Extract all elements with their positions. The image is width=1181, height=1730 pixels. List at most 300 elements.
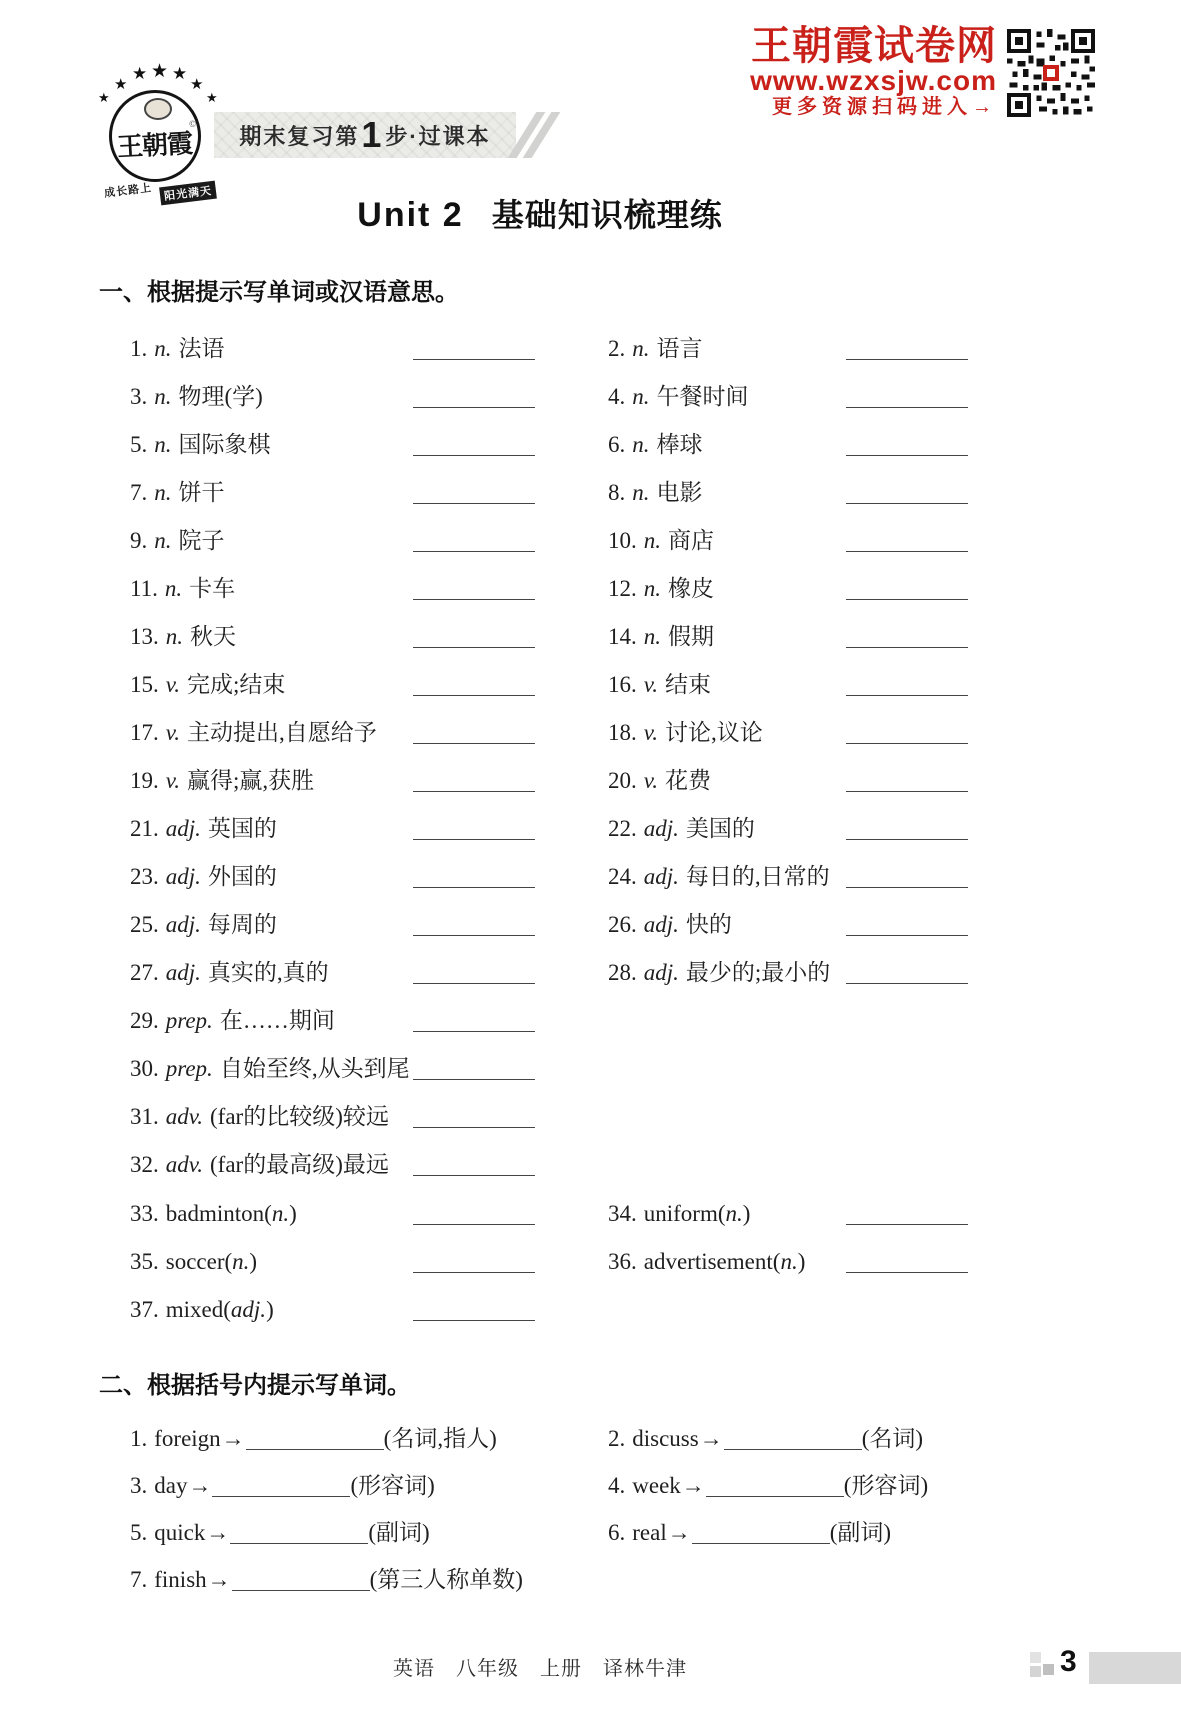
vocab-cell bbox=[608, 858, 968, 891]
vocab-cell bbox=[608, 378, 968, 411]
item-number: 21. bbox=[130, 816, 159, 841]
arrow-icon: → bbox=[207, 1567, 231, 1592]
vocab-cell bbox=[130, 1002, 535, 1035]
page-title bbox=[0, 190, 1080, 242]
vocab-cell bbox=[130, 1201, 535, 1227]
vocab-row bbox=[130, 849, 1181, 897]
banner-prefix: 期末复习第 bbox=[239, 123, 360, 149]
vocab-cell bbox=[608, 522, 968, 555]
answer-blank bbox=[413, 1079, 535, 1080]
item-number: 34. bbox=[608, 1201, 637, 1226]
banner-suffix: 步·过课本 bbox=[385, 123, 491, 149]
item-number: 6. bbox=[608, 432, 626, 457]
item-text: 讨论,议论 bbox=[665, 720, 763, 745]
answer-blank bbox=[413, 1175, 535, 1176]
vocab-cell bbox=[608, 906, 968, 939]
item-text: 最少的;最小的 bbox=[685, 960, 831, 985]
item-text: 美国的 bbox=[685, 816, 755, 841]
vocab-cell bbox=[608, 666, 968, 699]
item-number: 15. bbox=[130, 672, 159, 697]
part-of-speech: n. bbox=[725, 1201, 743, 1226]
answer-blank bbox=[413, 359, 535, 360]
site-url: www.wzxsjw.com bbox=[750, 65, 997, 96]
vocab-row bbox=[130, 753, 1181, 801]
part-of-speech: n. bbox=[154, 384, 172, 409]
word-form-cell bbox=[130, 1561, 608, 1594]
item-number: 23. bbox=[130, 864, 159, 889]
answer-blank bbox=[413, 1320, 535, 1321]
title-text: 基础知识梳理练 bbox=[491, 197, 723, 233]
hint-text: (名词) bbox=[861, 1426, 924, 1451]
part-of-speech: v. bbox=[643, 768, 659, 793]
vocab-cell bbox=[130, 714, 535, 747]
item-number: 32. bbox=[130, 1152, 159, 1177]
vocab-cell bbox=[608, 1201, 968, 1227]
word-form-cell bbox=[130, 1420, 608, 1453]
star-icon: ★ bbox=[132, 64, 148, 83]
answer-blank bbox=[230, 1543, 368, 1544]
banner-step-number: 1 bbox=[361, 114, 384, 155]
answer-blank bbox=[846, 839, 968, 840]
footer-text: 英语 八年级 上册 译林牛津 bbox=[393, 1658, 687, 1680]
answer-blank bbox=[846, 935, 968, 936]
word-form-row bbox=[130, 1459, 1181, 1506]
part-of-speech: adj. bbox=[643, 960, 679, 985]
star-icon: ★ bbox=[206, 90, 218, 105]
vocab-list bbox=[130, 321, 1181, 1329]
vocab-row bbox=[130, 705, 1181, 753]
arrow-icon: → bbox=[188, 1473, 212, 1498]
vocab-row bbox=[130, 1089, 1181, 1137]
logo-circle bbox=[109, 90, 201, 182]
item-number: 7. bbox=[130, 1567, 148, 1592]
item-text: 主动提出,自愿给予 bbox=[187, 720, 377, 745]
close-paren: ) bbox=[742, 1201, 751, 1226]
item-text: 秋天 bbox=[190, 624, 236, 649]
item-text: (far的比较级)较远 bbox=[210, 1104, 389, 1129]
item-word: uniform bbox=[643, 1201, 718, 1226]
part-of-speech: n. bbox=[643, 528, 661, 553]
answer-blank bbox=[413, 551, 535, 552]
item-number: 20. bbox=[608, 768, 637, 793]
vocab-row bbox=[130, 1041, 1181, 1089]
close-paren: ) bbox=[266, 1297, 274, 1322]
item-number: 22. bbox=[608, 816, 637, 841]
vocab-row bbox=[130, 897, 1181, 945]
item-text: 赢得;赢,获胜 bbox=[187, 768, 315, 793]
item-text: 物理(学) bbox=[178, 384, 263, 409]
part-of-speech: n. bbox=[164, 576, 183, 601]
answer-blank bbox=[413, 1031, 535, 1032]
close-paren: ) bbox=[249, 1249, 258, 1274]
item-text: 商店 bbox=[668, 528, 714, 553]
site-tagline: 更多资源扫码进入→ bbox=[772, 96, 997, 119]
vocab-row bbox=[130, 1233, 1181, 1281]
item-text: 院子 bbox=[178, 528, 225, 553]
vocab-row bbox=[130, 1137, 1181, 1185]
item-number: 19. bbox=[130, 768, 159, 793]
item-number: 37. bbox=[130, 1297, 159, 1322]
answer-blank bbox=[846, 983, 968, 984]
item-number: 9. bbox=[130, 528, 148, 553]
brand-text bbox=[750, 26, 997, 120]
footer-corner-bar bbox=[1089, 1652, 1181, 1684]
vocab-row bbox=[130, 609, 1181, 657]
vocab-cell bbox=[130, 858, 535, 891]
vocab-cell bbox=[130, 1098, 535, 1131]
answer-blank bbox=[413, 695, 535, 696]
item-word: real bbox=[632, 1520, 667, 1545]
item-number: 1. bbox=[130, 1426, 148, 1451]
vocab-row bbox=[130, 321, 1181, 369]
part-of-speech: n. bbox=[154, 432, 172, 457]
answer-blank bbox=[413, 1127, 535, 1128]
logo-ribbon-left: 成长路上 bbox=[103, 182, 153, 200]
answer-blank bbox=[413, 887, 535, 888]
item-number: 5. bbox=[130, 1520, 148, 1545]
item-number: 6. bbox=[608, 1520, 626, 1545]
vocab-cell bbox=[608, 474, 968, 507]
answer-blank bbox=[413, 503, 535, 504]
vocab-cell bbox=[608, 618, 968, 651]
vocab-row bbox=[130, 657, 1181, 705]
arrow-icon: → bbox=[699, 1426, 723, 1451]
answer-blank bbox=[846, 599, 968, 600]
copyright-mark: © bbox=[189, 119, 196, 129]
part-of-speech: v. bbox=[165, 768, 181, 793]
vocab-cell bbox=[130, 810, 535, 843]
item-word: finish bbox=[154, 1567, 207, 1592]
answer-blank bbox=[692, 1543, 830, 1544]
vocab-row bbox=[130, 993, 1181, 1041]
open-paren: ( bbox=[717, 1201, 726, 1226]
item-number: 4. bbox=[608, 1473, 626, 1498]
answer-blank bbox=[413, 839, 535, 840]
item-text: 外国的 bbox=[207, 864, 277, 889]
star-icon: ★ bbox=[151, 61, 169, 82]
item-number: 16. bbox=[608, 672, 637, 697]
item-number: 31. bbox=[130, 1104, 159, 1129]
open-paren: ( bbox=[223, 1297, 231, 1322]
part-of-speech: n. bbox=[643, 576, 661, 601]
item-text: 英国的 bbox=[207, 816, 277, 841]
hint-text: (副词) bbox=[368, 1520, 430, 1545]
word-form-cell bbox=[608, 1467, 928, 1500]
item-word: badminton bbox=[165, 1201, 265, 1226]
star-icon: ★ bbox=[190, 77, 204, 93]
vocab-cell bbox=[608, 762, 968, 795]
item-number: 1. bbox=[130, 336, 148, 361]
word-form-cell bbox=[608, 1420, 923, 1453]
item-text: 自始至终,从头到尾 bbox=[219, 1056, 410, 1081]
item-text: 完成;结束 bbox=[187, 672, 286, 697]
part-of-speech: n. bbox=[271, 1201, 290, 1226]
answer-blank bbox=[246, 1449, 384, 1450]
answer-blank bbox=[846, 887, 968, 888]
item-number: 11. bbox=[130, 576, 158, 601]
item-number: 10. bbox=[608, 528, 637, 553]
answer-blank bbox=[413, 791, 535, 792]
item-text: 橡皮 bbox=[668, 576, 714, 601]
vocab-row bbox=[130, 801, 1181, 849]
item-text: (far的最高级)最远 bbox=[210, 1152, 389, 1177]
item-number: 14. bbox=[608, 624, 637, 649]
main-content bbox=[0, 190, 1181, 1600]
part-of-speech: adj. bbox=[643, 912, 679, 937]
qr-code-icon bbox=[1007, 29, 1095, 117]
part-of-speech: n. bbox=[154, 480, 172, 505]
vocab-row bbox=[130, 465, 1181, 513]
answer-blank bbox=[846, 407, 968, 408]
item-text: 棒球 bbox=[656, 432, 703, 457]
answer-blank bbox=[846, 359, 968, 360]
item-text: 每日的,日常的 bbox=[685, 864, 830, 889]
part-of-speech: adj. bbox=[165, 960, 201, 985]
section2-heading: 二、根据括号内提示写单词。 bbox=[99, 1372, 411, 1399]
answer-blank bbox=[413, 455, 535, 456]
item-number: 26. bbox=[608, 912, 637, 937]
part-of-speech: prep. bbox=[165, 1008, 213, 1033]
vocab-cell bbox=[130, 570, 535, 603]
answer-blank bbox=[413, 1272, 535, 1273]
item-number: 35. bbox=[130, 1249, 159, 1274]
word-form-row bbox=[130, 1553, 1181, 1600]
item-number: 5. bbox=[130, 432, 148, 457]
vocab-cell bbox=[130, 474, 535, 507]
vocab-cell bbox=[130, 1297, 535, 1323]
item-number: 12. bbox=[608, 576, 637, 601]
footer-decor-square bbox=[1030, 1652, 1041, 1663]
vocab-cell bbox=[130, 378, 535, 411]
answer-blank bbox=[846, 455, 968, 456]
item-number: 27. bbox=[130, 960, 159, 985]
part-of-speech: n. bbox=[632, 480, 650, 505]
vocab-cell bbox=[130, 1249, 535, 1275]
item-word: mixed bbox=[165, 1297, 224, 1322]
answer-blank bbox=[413, 599, 535, 600]
hint-text: (形容词) bbox=[350, 1473, 435, 1498]
part-of-speech: n. bbox=[154, 336, 172, 361]
item-number: 4. bbox=[608, 384, 626, 409]
footer-decor-square bbox=[1030, 1666, 1041, 1677]
item-number: 2. bbox=[608, 336, 626, 361]
vocab-row bbox=[130, 369, 1181, 417]
word-form-list bbox=[130, 1412, 1181, 1600]
part-of-speech: v. bbox=[165, 720, 181, 745]
item-text: 花费 bbox=[665, 768, 712, 793]
item-text: 国际象棋 bbox=[178, 432, 271, 457]
open-paren: ( bbox=[772, 1249, 781, 1274]
arrow-icon: → bbox=[221, 1426, 245, 1451]
item-text: 午餐时间 bbox=[656, 384, 749, 409]
vocab-cell bbox=[130, 954, 535, 987]
vocab-row bbox=[130, 1185, 1181, 1233]
star-icon: ★ bbox=[98, 90, 110, 105]
item-number: 24. bbox=[608, 864, 637, 889]
vocab-cell bbox=[608, 810, 968, 843]
item-number: 18. bbox=[608, 720, 637, 745]
vocab-cell bbox=[608, 1249, 968, 1275]
item-number: 28. bbox=[608, 960, 637, 985]
page-number: 3 bbox=[1060, 1645, 1077, 1678]
hint-text: (第三人称单数) bbox=[369, 1567, 523, 1592]
item-word: week bbox=[632, 1473, 681, 1498]
site-name: 王朝霞试卷网 bbox=[751, 24, 997, 68]
close-paren: ) bbox=[289, 1201, 297, 1226]
item-text: 在……期间 bbox=[219, 1008, 335, 1033]
word-form-row bbox=[130, 1506, 1181, 1553]
vocab-cell bbox=[130, 426, 535, 459]
vocab-cell bbox=[130, 1050, 535, 1083]
arrow-icon: → bbox=[667, 1520, 691, 1545]
hint-text: (形容词) bbox=[843, 1473, 929, 1498]
answer-blank bbox=[706, 1496, 844, 1497]
answer-blank bbox=[413, 935, 535, 936]
answer-blank bbox=[846, 551, 968, 552]
vocab-cell bbox=[608, 714, 968, 747]
item-text: 结束 bbox=[665, 672, 712, 697]
vocab-cell bbox=[608, 330, 968, 363]
part-of-speech: n. bbox=[632, 384, 650, 409]
item-text: 真实的,真的 bbox=[207, 960, 329, 985]
item-number: 7. bbox=[130, 480, 148, 505]
answer-blank bbox=[413, 1224, 535, 1225]
item-text: 语言 bbox=[656, 336, 703, 361]
answer-blank bbox=[232, 1590, 370, 1591]
word-form-cell bbox=[130, 1467, 608, 1500]
part-of-speech: adv. bbox=[165, 1104, 204, 1129]
part-of-speech: adv. bbox=[165, 1152, 204, 1177]
item-number: 13. bbox=[130, 624, 159, 649]
part-of-speech: n. bbox=[165, 624, 183, 649]
part-of-speech: prep. bbox=[165, 1056, 213, 1081]
vocab-cell bbox=[130, 522, 535, 555]
answer-blank bbox=[724, 1449, 862, 1450]
item-text: 饼干 bbox=[178, 480, 225, 505]
footer-decor-square bbox=[1043, 1664, 1054, 1675]
close-paren: ) bbox=[797, 1249, 806, 1274]
brand-block bbox=[750, 26, 1095, 120]
item-number: 25. bbox=[130, 912, 159, 937]
item-word: foreign bbox=[154, 1426, 221, 1451]
vocab-cell bbox=[130, 906, 535, 939]
item-number: 29. bbox=[130, 1008, 159, 1033]
part-of-speech: n. bbox=[632, 432, 650, 457]
part-of-speech: adj. bbox=[230, 1297, 267, 1322]
item-number: 3. bbox=[130, 384, 148, 409]
item-text: 假期 bbox=[668, 624, 714, 649]
arrow-icon: → bbox=[206, 1520, 230, 1545]
item-text: 卡车 bbox=[189, 576, 236, 601]
item-text: 每周的 bbox=[207, 912, 277, 937]
hint-text: (副词) bbox=[829, 1520, 892, 1545]
answer-blank bbox=[212, 1496, 350, 1497]
star-icon: ★ bbox=[172, 64, 188, 83]
answer-blank bbox=[413, 647, 535, 648]
vocab-cell bbox=[608, 954, 968, 987]
word-form-row bbox=[130, 1412, 1181, 1459]
open-paren: ( bbox=[264, 1201, 272, 1226]
item-number: 2. bbox=[608, 1426, 626, 1451]
item-number: 3. bbox=[130, 1473, 148, 1498]
answer-blank bbox=[846, 791, 968, 792]
part-of-speech: adj. bbox=[165, 912, 201, 937]
vocab-row bbox=[130, 1281, 1181, 1329]
vocab-cell bbox=[130, 618, 535, 651]
open-paren: ( bbox=[224, 1249, 233, 1274]
vocab-cell bbox=[130, 666, 535, 699]
section1-heading: 一、根据提示写单词或汉语意思。 bbox=[99, 279, 459, 306]
item-word: quick bbox=[154, 1520, 206, 1545]
logo-name: 王朝霞 bbox=[116, 129, 193, 162]
item-number: 33. bbox=[130, 1201, 159, 1226]
part-of-speech: n. bbox=[232, 1249, 250, 1274]
answer-blank bbox=[846, 743, 968, 744]
vocab-cell bbox=[130, 1146, 535, 1179]
part-of-speech: n. bbox=[780, 1249, 798, 1274]
item-text: 法语 bbox=[178, 336, 225, 361]
vocab-row bbox=[130, 513, 1181, 561]
vocab-cell bbox=[608, 570, 968, 603]
item-word: advertisement bbox=[643, 1249, 773, 1274]
vocab-cell bbox=[130, 762, 535, 795]
part-of-speech: v. bbox=[643, 672, 659, 697]
answer-blank bbox=[846, 503, 968, 504]
portrait-icon bbox=[144, 98, 172, 120]
part-of-speech: n. bbox=[632, 336, 650, 361]
chapter-banner bbox=[214, 112, 516, 158]
part-of-speech: n. bbox=[643, 624, 661, 649]
part-of-speech: adj. bbox=[643, 864, 679, 889]
vocab-row bbox=[130, 417, 1181, 465]
arrow-icon: → bbox=[681, 1473, 705, 1498]
part-of-speech: v. bbox=[165, 672, 181, 697]
item-text: 快的 bbox=[685, 912, 732, 937]
item-number: 17. bbox=[130, 720, 159, 745]
answer-blank bbox=[846, 647, 968, 648]
answer-blank bbox=[413, 983, 535, 984]
logo-ribbon-right: 阳光满天 bbox=[159, 181, 217, 206]
answer-blank bbox=[846, 1224, 968, 1225]
star-icon: ★ bbox=[114, 77, 128, 93]
vocab-row bbox=[130, 945, 1181, 993]
item-number: 36. bbox=[608, 1249, 637, 1274]
part-of-speech: adj. bbox=[165, 816, 201, 841]
hint-text: (名词,指人) bbox=[383, 1426, 497, 1451]
answer-blank bbox=[413, 407, 535, 408]
item-word: day bbox=[154, 1473, 188, 1498]
item-word: soccer bbox=[165, 1249, 225, 1274]
part-of-speech: v. bbox=[643, 720, 659, 745]
answer-blank bbox=[846, 1272, 968, 1273]
part-of-speech: n. bbox=[154, 528, 172, 553]
vocab-cell bbox=[130, 330, 535, 363]
part-of-speech: adj. bbox=[165, 864, 201, 889]
item-number: 8. bbox=[608, 480, 626, 505]
unit-label: Unit 2 bbox=[357, 196, 464, 234]
vocab-row bbox=[130, 561, 1181, 609]
word-form-cell bbox=[130, 1514, 608, 1547]
answer-blank bbox=[413, 743, 535, 744]
item-text: 电影 bbox=[656, 480, 703, 505]
part-of-speech: adj. bbox=[643, 816, 679, 841]
vocab-cell bbox=[608, 426, 968, 459]
item-word: discuss bbox=[632, 1426, 699, 1451]
item-number: 30. bbox=[130, 1056, 159, 1081]
publisher-logo bbox=[96, 60, 228, 203]
answer-blank bbox=[846, 695, 968, 696]
word-form-cell bbox=[608, 1514, 891, 1547]
